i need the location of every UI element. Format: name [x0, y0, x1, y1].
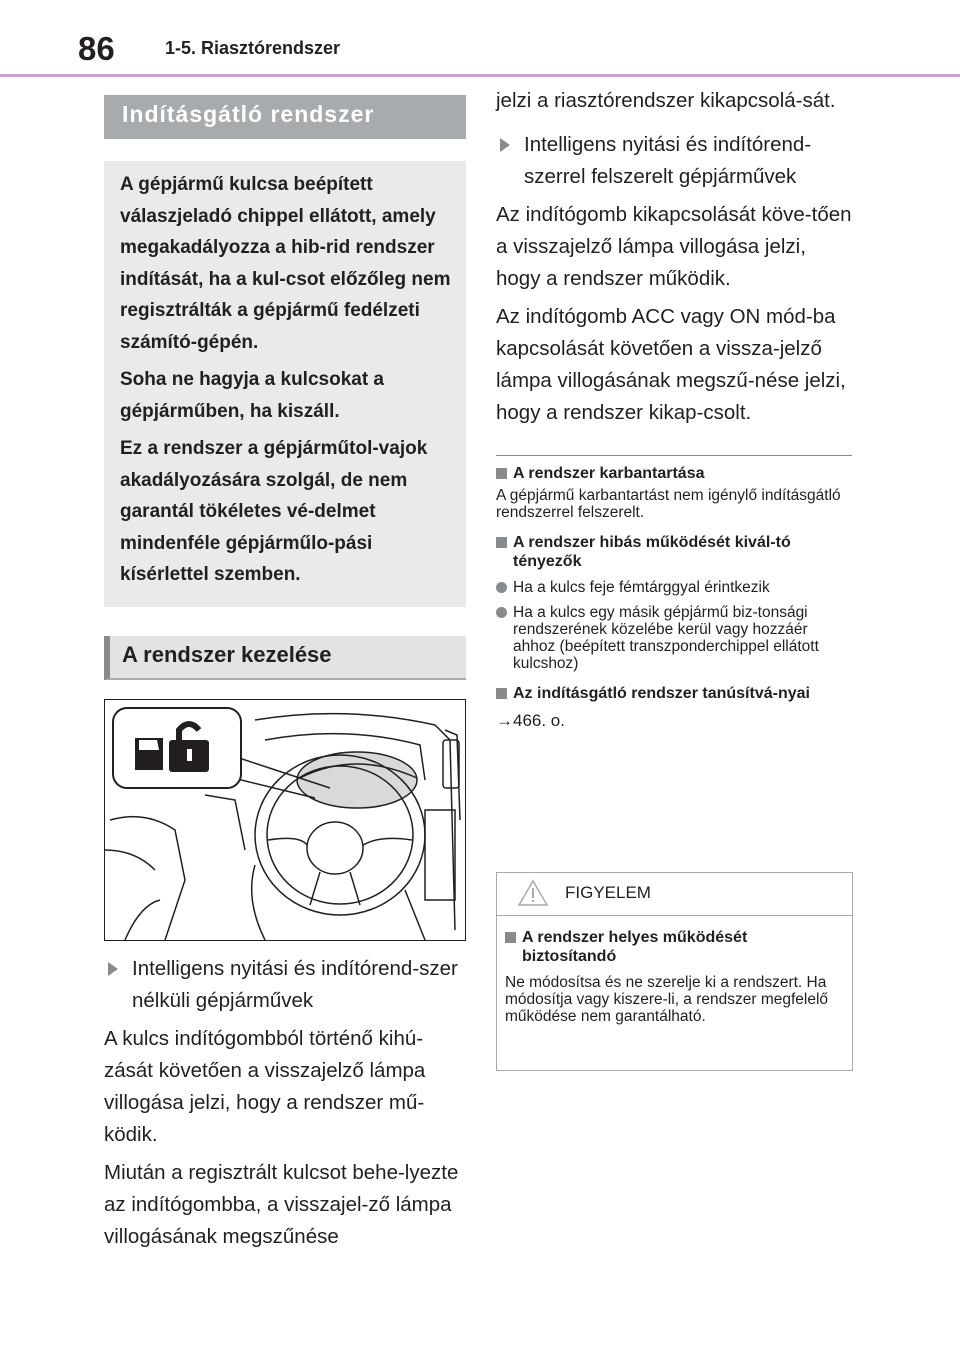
left-body — [104, 953, 466, 1253]
bullet-item-label: Ha a kulcs feje fémtárggyal érintkezik — [513, 579, 770, 596]
subheading: A rendszer kezelése — [104, 636, 466, 680]
warning-title: FIGYELEM — [565, 883, 651, 902]
list-item — [496, 129, 852, 193]
warning-text: Ne módosítsa és ne szerelje ki a rendszert. Ha módosítja vagy kiszere-li, a rendszer megfelelő működése nem garantálható. — [505, 974, 829, 1025]
warning-heading — [505, 928, 840, 966]
right-column — [496, 85, 852, 731]
circle-bullet-icon — [496, 582, 507, 593]
list-item-label: Intelligens nyitási és indítórend-szerrel felszerelt gépjárművek — [524, 133, 812, 188]
paragraph: A kulcs indítógombból történő kihú-zását követően a visszajelző lámpa villogása jelzi, hogy a rendszer mű-ködik. — [104, 1026, 426, 1146]
intro-box — [104, 161, 466, 607]
paragraph: Az indítógomb ACC vagy ON mód-ba kapcsolását követően a vissza-jelző lámpa villogásának megszű-nése jelzi, hogy a rendszer kikap-csolt. — [496, 305, 846, 424]
bullet-item — [496, 579, 852, 596]
warning-box — [496, 872, 853, 1071]
note-heading-label: A rendszer karbantartása — [513, 465, 705, 482]
warning-header — [497, 873, 852, 916]
circle-bullet-icon — [496, 607, 507, 618]
bullet-item — [496, 604, 852, 672]
note-heading-label: Az indításgátló rendszer tanúsítvá-nyai — [513, 685, 810, 702]
warning-body — [497, 916, 852, 1025]
square-bullet-icon — [505, 932, 516, 943]
right-body — [496, 85, 852, 429]
warning-heading-label: A rendszer helyes működését biztosítandó — [522, 929, 748, 965]
divider — [496, 455, 852, 456]
note-heading — [496, 464, 852, 483]
list-item — [104, 953, 466, 1017]
dashboard-illustration — [104, 699, 466, 941]
note-heading — [496, 533, 852, 571]
page-number: 86 — [78, 30, 115, 67]
left-column — [104, 95, 466, 1259]
steering-wheel-illustration — [105, 700, 466, 941]
triangle-bullet-icon — [500, 138, 510, 152]
triangle-bullet-icon — [108, 962, 118, 976]
square-bullet-icon — [496, 688, 507, 699]
header-rule — [0, 74, 960, 77]
list-item-label: Intelligens nyitási és indítórend-szer nélküli gépjárművek — [132, 956, 458, 1012]
page-reference: →466. o. — [496, 711, 565, 730]
square-bullet-icon — [496, 468, 507, 479]
note-heading-label: A rendszer hibás működését kivál-tó tényezők — [513, 534, 791, 570]
paragraph: Az indítógomb kikapcsolását köve-tően a visszajelző lámpa villogása jelzi, hogy a rendszer működik. — [496, 203, 852, 290]
bullet-item-label: Ha a kulcs egy másik gépjármű biz-tonsági rendszerének közelébe kerül vagy hozzáér ahhoz (beépített transzponderchippel ellátott kulcshoz) — [513, 604, 819, 672]
intro-paragraph: Ez a rendszer a gépjárműtol-vajok akadályozására szolgál, de nem garantál tökéletes vé-delmet mindenféle gépjárműlo-pási kísérlettel szemben. — [120, 438, 428, 585]
section-title: 1-5. Riasztórendszer — [165, 38, 341, 58]
square-bullet-icon — [496, 537, 507, 548]
note-heading — [496, 684, 852, 703]
paragraph: jelzi a riasztórendszer kikapcsolá-sát. — [496, 89, 836, 112]
intro-paragraph: Soha ne hagyja a kulcsokat a gépjárműben, ha kiszáll. — [120, 369, 384, 422]
paragraph: Miután a regisztrált kulcsot behe-lyezte az indítógombba, a visszajel-ző lámpa villogásának megszűnése — [104, 1160, 459, 1248]
warning-triangle-icon — [517, 879, 549, 907]
main-title: Indításgátló rendszer — [104, 95, 466, 139]
note-text: A gépjármű karbantartást nem igénylő indításgátló rendszerrel felszerelt. — [496, 487, 841, 521]
intro-paragraph: A gépjármű kulcsa beépített válaszjeladó chippel ellátott, amely megakadályozza a hib-rid rendszer indítását, ha a kul-csot előzőleg nem regisztrálták a gépjármű fedélzeti számító-gépén. — [120, 174, 451, 353]
